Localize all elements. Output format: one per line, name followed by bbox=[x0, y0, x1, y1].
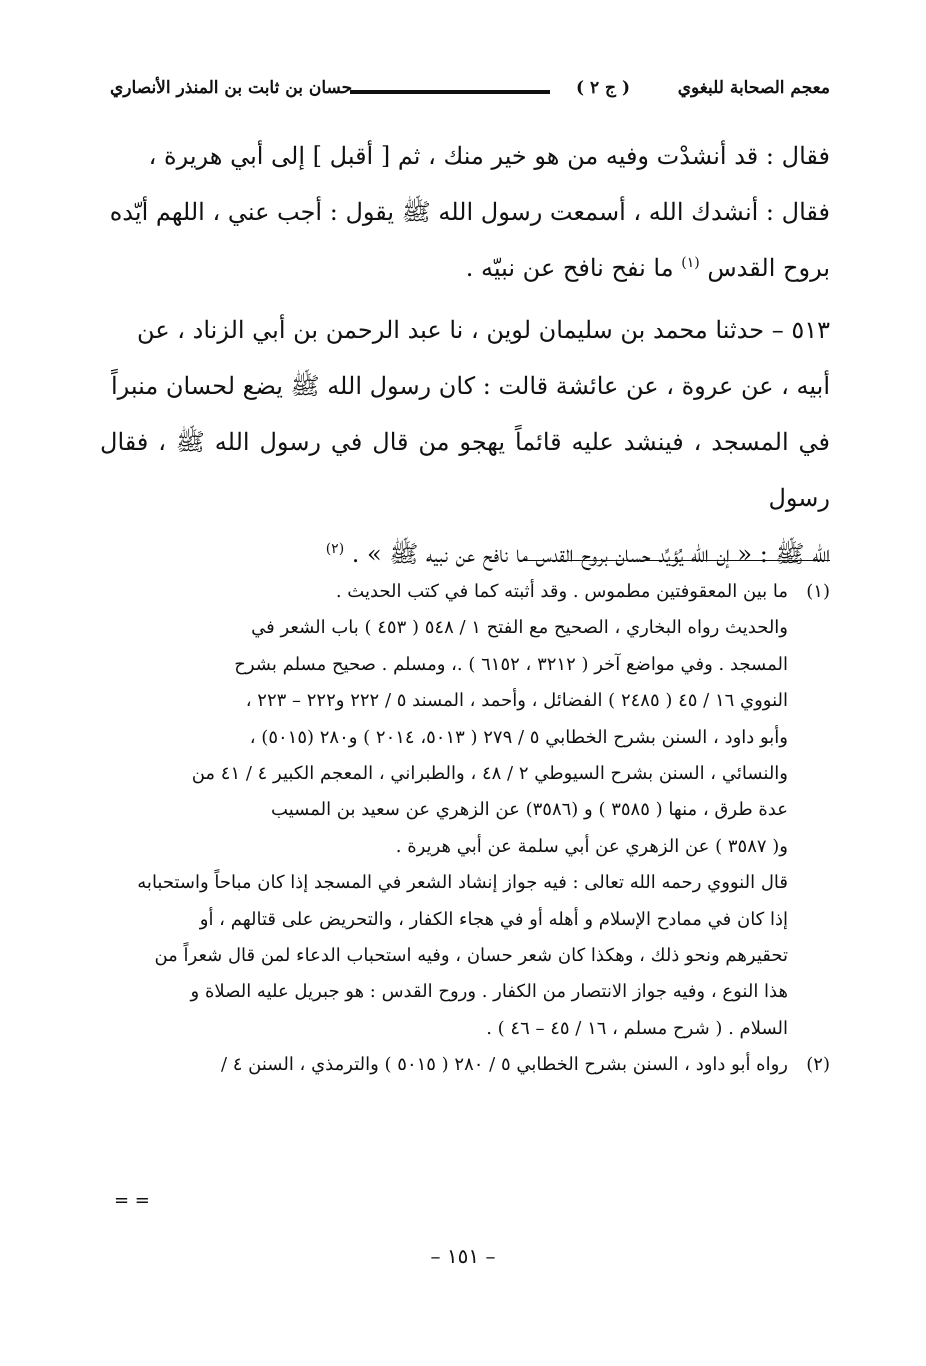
footnote-1-line: ما بين المعقوفتين مطموس . وقد أثبته كما في كتب الحديث . bbox=[335, 581, 788, 602]
para-513-line-2: أبيه ، عن عروة ، عن عائشة قالت : كان رسول الله ﷺ يضع لحسان منبراً bbox=[111, 372, 830, 400]
footnote-number: (٢) bbox=[806, 1054, 830, 1076]
footnote-1-line: والحديث رواه البخاري ، الصحيح مع الفتح ١ / ٥٤٨ ( ٤٥٣ ) باب الشعر في bbox=[251, 617, 788, 639]
footnote-1 bbox=[100, 574, 830, 1047]
main-line-3-start: بروح القدس bbox=[707, 254, 830, 282]
section-title: حسان بن ثابت بن المنذر الأنصاري bbox=[110, 78, 353, 98]
footnote-1-line: عدة طرق ، منها ( ٣٥٨٥ ) و (٣٥٨٦) عن الزهري عن سعيد بن المسيب bbox=[271, 799, 788, 821]
para-513-line-3: في المسجد ، فينشد عليه قائماً يهجو من قال في رسول الله ﷺ ، فقال رسول bbox=[100, 428, 830, 512]
footnote-1-line: و( ٣٥٨٧ ) عن الزهري عن أبي سلمة عن أبي هريرة . bbox=[395, 835, 788, 857]
main-line-3 bbox=[100, 240, 830, 296]
footnote-1-line: هذا النوع ، وفيه جواز الانتصار من الكفار . وروح القدس : هو جبريل عليه الصلاة و bbox=[190, 981, 788, 1003]
footnote-1-line: تحقيرهم ونحو ذلك ، وهكذا كان شعر حسان ، وفيه استحباب الدعاء لمن قال شعراً من bbox=[154, 945, 788, 967]
volume-label: ( ج ٢ ) bbox=[576, 78, 630, 98]
footnote-separator bbox=[520, 560, 830, 561]
main-line-1: فقال : قد أنشدْت وفيه من هو خير منك ، ثم [ أقبل ] إلى أبي هريرة ، bbox=[148, 142, 830, 170]
footnote-1-line: قال النووي رحمه الله تعالى : فيه جواز إنشاد الشعر في المسجد إذا كان مباحاً واستحبابه bbox=[137, 872, 788, 894]
footnote-1-line: والنسائي ، السنن بشرح السيوطي ٢ / ٤٨ ، والطبراني ، المعجم الكبير ٤ / ٤١ من bbox=[191, 763, 788, 785]
main-line-2: فقال : أنشدك الله ، أسمعت رسول الله ﷺ يقول : أجب عني ، اللهم أيّده bbox=[109, 198, 830, 226]
footnote-2-line: رواه أبو داود ، السنن بشرح الخطابي ٥ / ٢٨٠ ( ٥٠١٥ ) والترمذي ، السنن ٤ / bbox=[220, 1054, 788, 1076]
running-header bbox=[110, 78, 830, 104]
footnote-1-line: وأبو داود ، السنن بشرح الخطابي ٥ / ٢٧٩ ( ٥٠١٣، ٢٠١٤ ) و٢٨٠ (٥٠١٥) ، bbox=[249, 726, 788, 748]
book-title: معجم الصحابة للبغوي bbox=[677, 78, 830, 98]
page-number: – ١٥١ – bbox=[430, 1244, 496, 1268]
main-line-3-end: ما نفح نافح عن نبيّه . bbox=[465, 254, 674, 282]
footnote-1-line: إذا كان في ممادح الإسلام و أهله أو في هجاء الكفار ، والتحريض على قتالهم ، أو bbox=[199, 908, 788, 930]
footnote-number: (١) bbox=[806, 581, 830, 602]
footnote-2 bbox=[100, 1047, 830, 1083]
footnote-1-line: السلام . ( شرح مسلم ، ١٦ / ٤٥ – ٤٦ ) . bbox=[486, 1017, 788, 1039]
footnotes bbox=[100, 574, 830, 1084]
main-text bbox=[100, 128, 830, 582]
header-rule bbox=[350, 90, 550, 94]
footnote-1-line: النووي ١٦ / ٤٥ ( ٢٤٨٥ ) الفضائل ، وأحمد ، المسند ٥ / ٢٢٢ و٢٢٢ – ٢٢٣ ، bbox=[245, 690, 788, 712]
para-513-line-1: ٥١٣ – حدثنا محمد بن سليمان لوين ، نا عبد الرحمن بن أبي الزناد ، عن bbox=[137, 316, 830, 344]
para-513-line-4-text: الله ﷺ : « إن الله يُؤيِّد حسان بروح القدس ما نافح عن نبيه ﷺ » . bbox=[351, 540, 830, 568]
continuation-mark: = = bbox=[114, 1190, 150, 1211]
footnote-ref-1: (١) bbox=[681, 255, 700, 271]
footnote-1-line: المسجد . وفي مواضع آخر ( ٣٢١٢ ، ٦١٥٢ ) .، ومسلم . صحيح مسلم بشرح bbox=[234, 653, 788, 675]
footnote-ref-2: (٢) bbox=[325, 541, 345, 557]
